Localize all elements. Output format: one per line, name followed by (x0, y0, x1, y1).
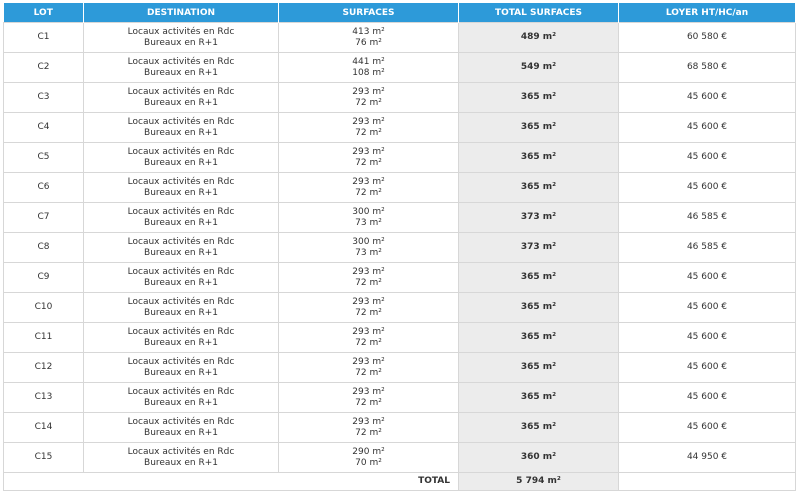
destination-cell (84, 113, 279, 143)
header-total-surfaces: TOTAL SURFACES (459, 3, 619, 23)
destination-cell (84, 413, 279, 443)
lot-cell: C5 (4, 143, 84, 173)
destination-line-1: Locaux activités en Rdc (127, 416, 235, 427)
surface-line-1: 293 m² (352, 386, 385, 397)
surface-line-1: 293 m² (352, 146, 385, 157)
destination-line-2: Bureaux en R+1 (144, 427, 218, 438)
surfaces-cell (279, 53, 459, 83)
loyer-cell: 45 600 € (619, 323, 796, 353)
destination-line-2: Bureaux en R+1 (144, 307, 218, 318)
surface-line-2: 72 m² (355, 157, 382, 168)
loyer-cell: 45 600 € (619, 143, 796, 173)
surfaces-cell (279, 443, 459, 473)
surfaces-cell (279, 413, 459, 443)
table-row (4, 83, 796, 113)
destination-line-1: Locaux activités en Rdc (127, 266, 235, 277)
surfaces-cell (279, 323, 459, 353)
loyer-cell: 68 580 € (619, 53, 796, 83)
destination-cell (84, 23, 279, 53)
surface-line-1: 293 m² (352, 416, 385, 427)
surfaces-cell (279, 293, 459, 323)
destination-line-1: Locaux activités en Rdc (127, 326, 235, 337)
surface-line-2: 108 m² (352, 67, 385, 78)
destination-cell (84, 233, 279, 263)
loyer-cell: 45 600 € (619, 113, 796, 143)
destination-line-1: Locaux activités en Rdc (127, 206, 235, 217)
lot-cell: C12 (4, 353, 84, 383)
total-surface-cell: 365 m² (459, 413, 619, 443)
total-surface-cell: 365 m² (459, 383, 619, 413)
destination-cell (84, 263, 279, 293)
loyer-cell: 45 600 € (619, 173, 796, 203)
total-row (4, 473, 796, 491)
total-surface-cell: 373 m² (459, 233, 619, 263)
total-surface-cell: 360 m² (459, 443, 619, 473)
lot-cell: C13 (4, 383, 84, 413)
destination-cell (84, 83, 279, 113)
total-surface-cell: 365 m² (459, 113, 619, 143)
header-lot: LOT (4, 3, 84, 23)
surfaces-cell (279, 113, 459, 143)
lot-cell: C3 (4, 83, 84, 113)
destination-line-2: Bureaux en R+1 (144, 97, 218, 108)
destination-line-1: Locaux activités en Rdc (127, 146, 235, 157)
lot-cell: C7 (4, 203, 84, 233)
destination-line-2: Bureaux en R+1 (144, 37, 218, 48)
destination-cell (84, 203, 279, 233)
lot-cell: C11 (4, 323, 84, 353)
total-surface-cell: 365 m² (459, 143, 619, 173)
surface-line-2: 70 m² (355, 457, 382, 468)
surface-line-2: 76 m² (355, 37, 382, 48)
surface-line-1: 300 m² (352, 236, 385, 247)
table-body (4, 23, 796, 491)
table-row (4, 323, 796, 353)
destination-line-2: Bureaux en R+1 (144, 367, 218, 378)
surface-line-1: 413 m² (352, 26, 385, 37)
surface-line-1: 293 m² (352, 326, 385, 337)
surfaces-cell (279, 263, 459, 293)
surface-line-1: 293 m² (352, 176, 385, 187)
surface-line-2: 72 m² (355, 307, 382, 318)
surface-line-1: 293 m² (352, 116, 385, 127)
total-surface-cell: 365 m² (459, 293, 619, 323)
surfaces-cell (279, 83, 459, 113)
destination-line-2: Bureaux en R+1 (144, 397, 218, 408)
total-value: 5 794 m² (459, 473, 619, 491)
destination-cell (84, 443, 279, 473)
destination-line-2: Bureaux en R+1 (144, 217, 218, 228)
table-row (4, 143, 796, 173)
table-row (4, 233, 796, 263)
destination-line-2: Bureaux en R+1 (144, 277, 218, 288)
surface-line-2: 72 m² (355, 367, 382, 378)
destination-line-2: Bureaux en R+1 (144, 247, 218, 258)
destination-line-2: Bureaux en R+1 (144, 337, 218, 348)
total-surface-cell: 365 m² (459, 323, 619, 353)
surfaces-cell (279, 203, 459, 233)
surface-line-2: 72 m² (355, 97, 382, 108)
lots-table (3, 3, 796, 491)
surface-line-1: 293 m² (352, 296, 385, 307)
destination-cell (84, 353, 279, 383)
destination-cell (84, 323, 279, 353)
total-surface-cell: 373 m² (459, 203, 619, 233)
table-row (4, 53, 796, 83)
loyer-cell: 44 950 € (619, 443, 796, 473)
total-surface-cell: 365 m² (459, 83, 619, 113)
table-row (4, 113, 796, 143)
table-row (4, 23, 796, 53)
surface-line-1: 441 m² (352, 56, 385, 67)
total-label: TOTAL (4, 473, 459, 491)
lot-cell: C15 (4, 443, 84, 473)
lot-cell: C9 (4, 263, 84, 293)
total-surface-cell: 489 m² (459, 23, 619, 53)
lot-cell: C2 (4, 53, 84, 83)
table-row (4, 293, 796, 323)
destination-line-2: Bureaux en R+1 (144, 457, 218, 468)
destination-cell (84, 383, 279, 413)
table-row (4, 443, 796, 473)
loyer-cell: 60 580 € (619, 23, 796, 53)
surface-line-1: 293 m² (352, 266, 385, 277)
destination-cell (84, 293, 279, 323)
surfaces-cell (279, 23, 459, 53)
loyer-cell: 45 600 € (619, 293, 796, 323)
destination-cell (84, 173, 279, 203)
destination-line-1: Locaux activités en Rdc (127, 176, 235, 187)
surfaces-cell (279, 233, 459, 263)
lot-cell: C14 (4, 413, 84, 443)
surface-line-2: 72 m² (355, 337, 382, 348)
surfaces-cell (279, 353, 459, 383)
destination-line-1: Locaux activités en Rdc (127, 116, 235, 127)
lot-cell: C4 (4, 113, 84, 143)
destination-line-1: Locaux activités en Rdc (127, 446, 235, 457)
loyer-cell: 46 585 € (619, 203, 796, 233)
surfaces-cell (279, 143, 459, 173)
surfaces-cell (279, 173, 459, 203)
destination-cell (84, 143, 279, 173)
destination-line-1: Locaux activités en Rdc (127, 356, 235, 367)
total-surface-cell: 549 m² (459, 53, 619, 83)
surface-line-2: 72 m² (355, 427, 382, 438)
loyer-cell: 45 600 € (619, 83, 796, 113)
surface-line-2: 72 m² (355, 127, 382, 138)
destination-line-2: Bureaux en R+1 (144, 187, 218, 198)
header-row (4, 3, 796, 23)
surface-line-1: 293 m² (352, 356, 385, 367)
surface-line-2: 73 m² (355, 217, 382, 228)
table-row (4, 203, 796, 233)
surface-line-1: 300 m² (352, 206, 385, 217)
table-row (4, 383, 796, 413)
destination-line-1: Locaux activités en Rdc (127, 86, 235, 97)
total-empty-cell (619, 473, 796, 491)
table-row (4, 173, 796, 203)
lot-cell: C10 (4, 293, 84, 323)
header-loyer: LOYER HT/HC/an (619, 3, 796, 23)
lot-cell: C8 (4, 233, 84, 263)
table-row (4, 353, 796, 383)
surface-line-2: 72 m² (355, 187, 382, 198)
destination-line-1: Locaux activités en Rdc (127, 386, 235, 397)
lot-cell: C6 (4, 173, 84, 203)
header-destination: DESTINATION (84, 3, 279, 23)
table-row (4, 413, 796, 443)
destination-line-1: Locaux activités en Rdc (127, 296, 235, 307)
total-surface-cell: 365 m² (459, 173, 619, 203)
surfaces-cell (279, 383, 459, 413)
loyer-cell: 45 600 € (619, 263, 796, 293)
loyer-cell: 45 600 € (619, 413, 796, 443)
destination-line-2: Bureaux en R+1 (144, 157, 218, 168)
table-row (4, 263, 796, 293)
surface-line-2: 72 m² (355, 277, 382, 288)
loyer-cell: 45 600 € (619, 353, 796, 383)
destination-cell (84, 53, 279, 83)
loyer-cell: 46 585 € (619, 233, 796, 263)
destination-line-1: Locaux activités en Rdc (127, 56, 235, 67)
surface-line-2: 72 m² (355, 397, 382, 408)
surface-line-1: 293 m² (352, 86, 385, 97)
lot-cell: C1 (4, 23, 84, 53)
destination-line-1: Locaux activités en Rdc (127, 26, 235, 37)
total-surface-cell: 365 m² (459, 353, 619, 383)
loyer-cell: 45 600 € (619, 383, 796, 413)
header-surfaces: SURFACES (279, 3, 459, 23)
destination-line-1: Locaux activités en Rdc (127, 236, 235, 247)
destination-line-2: Bureaux en R+1 (144, 67, 218, 78)
surface-line-2: 73 m² (355, 247, 382, 258)
total-surface-cell: 365 m² (459, 263, 619, 293)
destination-line-2: Bureaux en R+1 (144, 127, 218, 138)
surface-line-1: 290 m² (352, 446, 385, 457)
